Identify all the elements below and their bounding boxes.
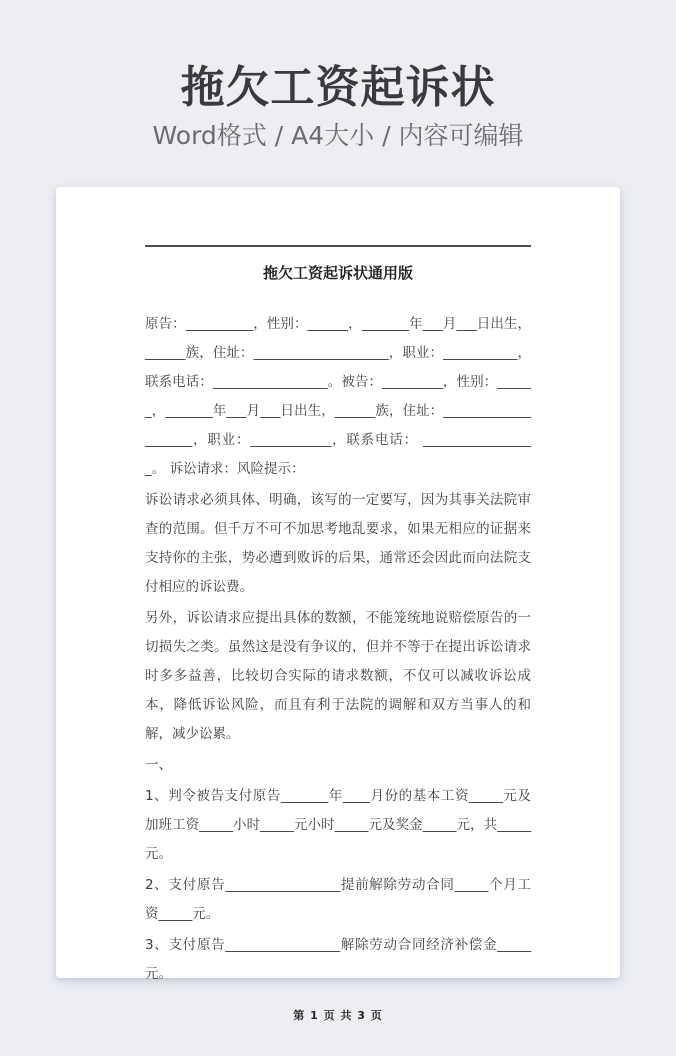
document-paragraph: 2、支付原告_________________提前解除劳动合同_____个月工资_____元。 xyxy=(145,877,531,922)
document-body xyxy=(145,310,531,989)
hero-subtitle: Word格式 / A4大小 / 内容可编辑 xyxy=(152,121,524,150)
document-paragraph: 1、判令被告支付原告_______年____月份的基本工资_____元及加班工资_____小时_____元小时_____元及奖金_____元，共_____元。 xyxy=(145,788,531,862)
document-paragraph: 另外，诉讼请求应提出具体的数额，不能笼统地说赔偿原告的一切损失之类。虽然这是没有争议的，但并不等于在提出诉讼请求时多多益善，比较切合实际的请求数额，不仅可以减收诉讼成本，降低诉讼风险，而且有利于法院的调解和双方当事人的和解，减少讼累。 xyxy=(145,610,531,742)
document-paragraph: 一、 xyxy=(145,757,172,773)
hero-title: 拖欠工资起诉状 xyxy=(180,62,496,113)
document-page-preview xyxy=(56,187,620,1022)
document-title: 拖欠工资起诉状通用版 xyxy=(262,264,413,282)
document-paragraph: 诉讼请求必须具体、明确，该写的一定要写，因为其事关法院审查的范围。但千万不可不加思考地乱要求，如果无相应的证据来支持你的主张，势必遭到败诉的后果，通常还会因此而向法院支付相应的诉讼费。 xyxy=(145,492,531,595)
document-paragraph: 3、支付原告_________________解除劳动合同经济补偿金_____元。 xyxy=(145,937,531,982)
document-page-number: 第 1 页 共 3 页 xyxy=(293,1009,383,1022)
hero-banner xyxy=(0,0,676,152)
document-top-rule xyxy=(145,245,531,247)
document-paragraph: 原告：__________，性别：______，_______年___月___日出生，______族，住址：____________________，职业：___________，联系电话：_________________。被告：_________，性别：______，_______年___月___日出生，______族，住址：____________________，职业：____________，联系电话： _________________。 诉讼请求：风险提示： xyxy=(145,316,531,477)
